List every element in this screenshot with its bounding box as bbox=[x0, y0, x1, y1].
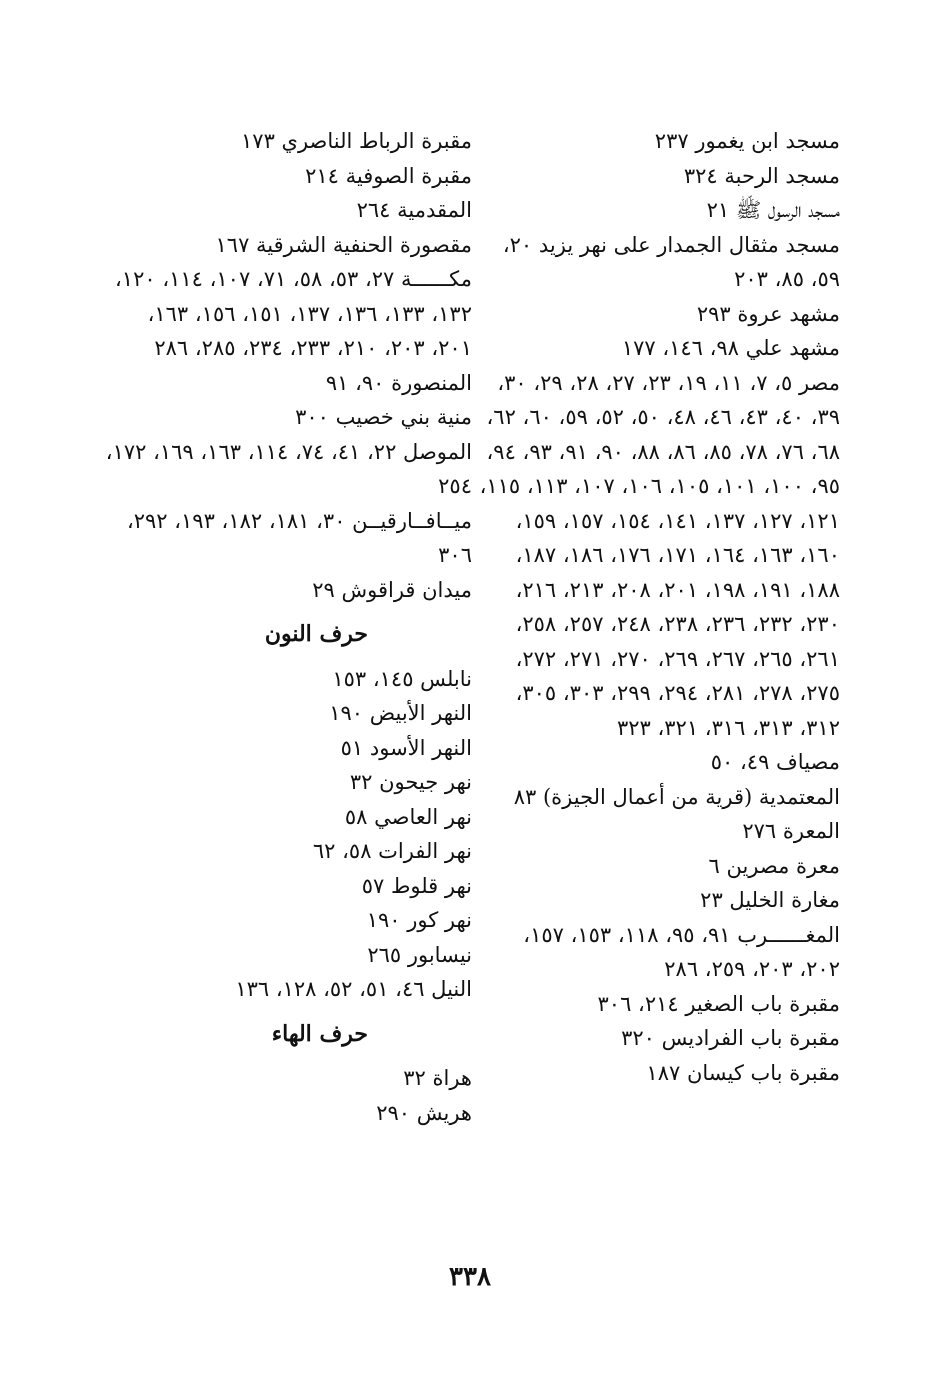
index-entry: النيل ٤٦، ٥١، ٥٢، ١٢٨، ١٣٦ bbox=[235, 977, 472, 1001]
page-number: ٣٣٨ bbox=[449, 1262, 491, 1292]
index-entry: مقبرة باب الصغير ٢١٤، ٣٠٦ bbox=[597, 991, 840, 1016]
index-entry: مقصورة الحنفية الشرقية ١٦٧ bbox=[215, 232, 472, 257]
index-entry: المغــــــرب ٩١، ٩٥، ١١٨، ١٥٣، ١٥٧، ٢٠٢، ٢٠٣، ٢٥٩، ٢٨٦ bbox=[523, 922, 840, 981]
index-entry: معرة مصرين ٦ bbox=[708, 853, 840, 878]
index-entry: ميدان قراقوش ٢٩ bbox=[312, 577, 472, 602]
index-entry: نهر جيحون ٣٢ bbox=[349, 770, 472, 794]
index-entry: مسجد ابن يغمور ٢٣٧ bbox=[654, 129, 840, 153]
left-column bbox=[102, 124, 472, 1130]
index-entry: منية بني خصيب ٣٠٠ bbox=[295, 405, 472, 429]
index-entry: نهر العاصي ٥٨ bbox=[344, 804, 472, 829]
index-entry: مسجد الرحبة ٣٢٤ bbox=[683, 163, 840, 188]
index-entry: نيسابور ٢٦٥ bbox=[367, 942, 472, 967]
index-entry: النهر الأسود ٥١ bbox=[340, 735, 472, 760]
index-entry: نهر الفرات ٥٨، ٦٢ bbox=[312, 839, 472, 863]
index-entry: المعتمدية (قرية من أعمال الجيزة) ٨٣ bbox=[513, 784, 840, 809]
index-entry: مسجد الرسول ﷺ ٢١ bbox=[706, 198, 840, 222]
index-entry: مصياف ٤٩، ٥٠ bbox=[710, 750, 840, 774]
index-entry: مقبرة الرباط الناصري ١٧٣ bbox=[241, 129, 472, 153]
index-entry: مقبرة الصوفية ٢١٤ bbox=[305, 163, 472, 188]
index-entry: مشهد عروة ٢٩٣ bbox=[696, 301, 840, 326]
index-entry: مقبرة باب الفراديس ٣٢٠ bbox=[621, 1026, 840, 1050]
index-entry: مغارة الخليل ٢٣ bbox=[700, 888, 840, 912]
index-entry: ميــافــارقيــن ٣٠، ١٨١، ١٨٢، ١٩٣، ٢٩٢، ٣٠٦ bbox=[126, 508, 472, 567]
index-entry: نهر قلوط ٥٧ bbox=[361, 873, 472, 898]
index-entry: مصر ٥، ٧، ١١، ١٩، ٢٣، ٢٧، ٢٨، ٢٩، ٣٠، ٣٩، ٤٠، ٤٣، ٤٦، ٤٨، ٥٠، ٥٢، ٥٩، ٦٠، ٦٢، ٦٨، ٧٦، ٧٨، ٨٥، ٨٦، ٨٨، ٩٠، ٩١، ٩٣، ٩٤، ٩٥، ١٠٠، ١٠١، ١٠٥، ١٠٦، ١٠٧، ١١٣، ١١٥، ١٢١، ١٢٧، ١٣٧، ١٤١، ١٥٤، ١٥٧، ١٥٩، ١٦٠، ١٦٣، ١٦٤، ١٧١، ١٧٦، ١٨٦، ١٨٧، ١٨٨، ١٩١، ١٩٨، ٢٠١، ٢٠٨، ٢١٣، ٢١٦، ٢٣٠، ٢٣٢، ٢٣٦، ٢٣٨، ٢٤٨، ٢٥٧، ٢٥٨، ٢٦١، ٢٦٥، ٢٦٧، ٢٦٩، ٢٧٠، ٢٧١، ٢٧٢، ٢٧٥، ٢٧٨، ٢٨١، ٢٩٤، ٢٩٩، ٣٠٣، ٣٠٥، ٣١٢، ٣١٣، ٣١٦، ٣٢١، ٣٢٣ bbox=[479, 370, 840, 740]
index-entry: المعرة ٢٧٦ bbox=[742, 819, 840, 843]
index-entry: هريش ٢٩٠ bbox=[376, 1100, 472, 1125]
index-entry: مقبرة باب كيسان ١٨٧ bbox=[646, 1060, 840, 1085]
index-entry: مكــــــة ٢٧، ٥٣، ٥٨، ٧١، ١٠٧، ١١٤، ١٢٠، ١٣٢، ١٣٣، ١٣٦، ١٣٧، ١٥١، ١٥٦، ١٦٣، ٢٠١، ٢٠٣، ٢١٠، ٢٣٣، ٢٣٤، ٢٨٥، ٢٨٦ bbox=[115, 267, 472, 360]
index-entry: نابلس ١٤٥، ١٥٣ bbox=[332, 666, 472, 691]
index-entry: نهر كور ١٩٠ bbox=[366, 908, 472, 932]
index-entry: النهر الأبيض ١٩٠ bbox=[329, 701, 472, 725]
right-column bbox=[478, 124, 840, 1090]
section-heading-nun: حرف النون bbox=[264, 621, 368, 647]
index-entry: الموصل ٢٢، ٤١، ٧٤، ١١٤، ١٦٣، ١٦٩، ١٧٢، ٢٥٤ bbox=[105, 439, 472, 498]
section-heading-ha: حرف الهاء bbox=[271, 1020, 368, 1047]
index-entry: مسجد مثقال الجمدار على نهر يزيد ٢٠، ٥٩، ٨٥، ٢٠٣ bbox=[502, 232, 840, 291]
index-entry: المنصورة ٩٠، ٩١ bbox=[325, 370, 472, 395]
index-entry: مشهد علي ٩٨، ١٤٦، ١٧٧ bbox=[621, 336, 840, 360]
index-entry: هراة ٣٢ bbox=[403, 1066, 472, 1090]
index-entry: المقدمية ٢٦٤ bbox=[356, 198, 472, 222]
